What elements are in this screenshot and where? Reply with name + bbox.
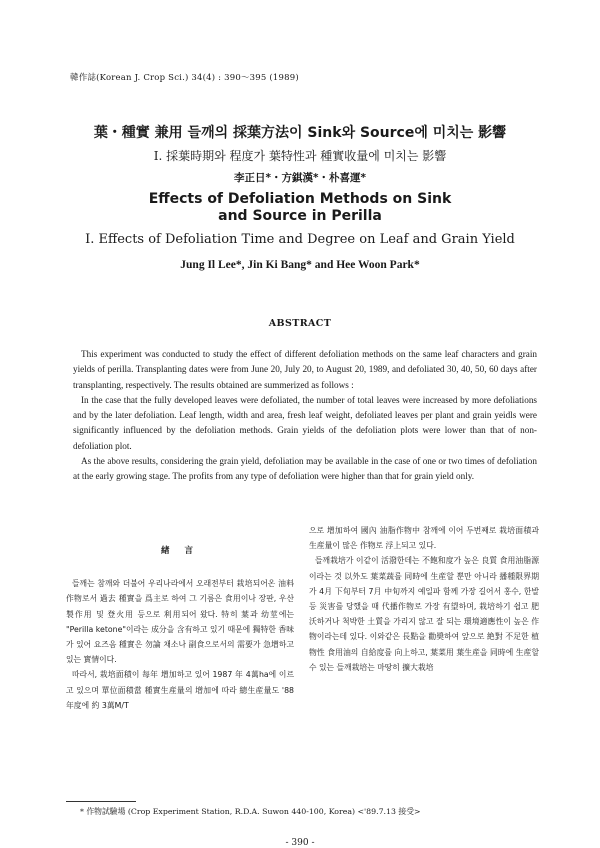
- body-column-right: [309, 523, 539, 675]
- body-paragraph: 들깨栽培가 이같이 活潑한데는 不飽和度가 높은 良質 食用油脂源이라는 것 以外도 葉菜蔬를 同時에 生産할 뿐만 아니라 播種限界期가 4月 下旬부터 7月 中旬까지 예일파 함께 가장 길어서 홍수, 한발등 災害를 당했을 때 代播作物로 가장 有望하며, 栽培하기 쉽고 肥沃하거나 척박한 土質을 가리지 않고 잘 되는 環境適應性이 높은 作物이라는데 있다. 이와같은 長點을 勸奬하여 앞으로 絶對 不足한 植物性 食用油의 自給度를 向上하고, 葉菜用 葉生産을 同時에 生産할 수 있는 들깨栽培는 마땅히 擴大栽培: [309, 556, 539, 672]
- abstract-paragraph: As the above results, considering the grain yield, defoliation may be available in the case of one or two times of defoliation at the early growing stage. The profits from any type of defoliation were higher than that for grain yield only.: [73, 456, 537, 482]
- title-english: [0, 191, 600, 225]
- abstract-paragraph: This experiment was conducted to study the effect of different defoliation methods on the same leaf characters and grain yields of perilla. Transplanting dates were from June 20, July 20, to August 20, 1989, and defoliated 30, 40, 50, 60 days after transplanting, respectively. The results obtained are summerized as follows :: [73, 349, 537, 390]
- introduction-heading: 緖 言: [161, 546, 199, 556]
- subtitle-korean: Ⅰ. 採葉時期와 程度가 葉特性과 種實收量에 미치는 影響: [153, 149, 447, 163]
- body-column-left: [66, 536, 294, 713]
- abstract-heading: ABSTRACT: [268, 318, 332, 329]
- authors-english: Jung Il Lee*, Jin Ki Bang* and Hee Woon Park*: [180, 259, 420, 271]
- abstract-body: [73, 347, 537, 485]
- body-paragraph: 으로 增加하여 國內 油脂作物中 참깨에 이어 두번째로 栽培面積과 生産量이 많은 作物로 浮上되고 있다.: [309, 526, 539, 551]
- footnote-affiliation: * 作物試驗場 (Crop Experiment Station, R.D.A. Suwon 440-100, Korea) <'89.7.13 接受>: [80, 807, 421, 816]
- authors-korean: 李正日*・方錤漢*・朴喜運*: [234, 172, 366, 184]
- subtitle-english: Ⅰ. Effects of Defoliation Time and Degree on Leaf and Grain Yield: [85, 232, 515, 247]
- abstract-paragraph: In the case that the fully developed leaves were defoliated, the number of total leaves were increased by more defoliations and by the later defoliation. Leaf length, width and area, fresh leaf weight, defoliated leaves per plant and grain yeidls were significantly influenced by the defoliation methods. Grain yields of the defoliation plots were lower than that of non-defoliation plot.: [73, 394, 537, 451]
- title-english-line-2: and Source in Perilla: [218, 208, 382, 224]
- title-korean: 葉・種實 兼用 들깨의 採葉方法이 Sink와 Source에 미치는 影響: [93, 125, 507, 141]
- title-english-line-1: Effects of Defoliation Methods on Sink: [148, 191, 452, 207]
- body-paragraph: 따라서, 栽培面積이 每年 增加하고 있어 1987 年 4萬ha에 이르고 있으며 單位面積當 種實生産量의 增加에 따라 總生産量도 '88年度에 約 3萬M/T: [66, 670, 294, 710]
- footnote-divider: [66, 801, 136, 802]
- body-paragraph: 들깨는 참깨와 더불어 우리나라에서 오래전부터 栽培되어온 油料作物로서 過去 種實을 爲主로 하여 그 기름은 食用이나 장판, 우산製作用 및 登火用 등으로 利用되어 왔다. 特히 葉과 幼莖에는 "Perilla ketone"이라는 成分을 含有하고 있기 때문에 獨特한 香味가 있어 요즈음 種實은 勿論 채소나 副食으로서의 需要가 急增하고 있는 實情이다.: [66, 579, 294, 665]
- journal-citation: 韓作誌(Korean J. Crop Sci.) 34(4) : 390〜395 (1989): [70, 73, 299, 83]
- page-number: - 390 -: [285, 838, 315, 848]
